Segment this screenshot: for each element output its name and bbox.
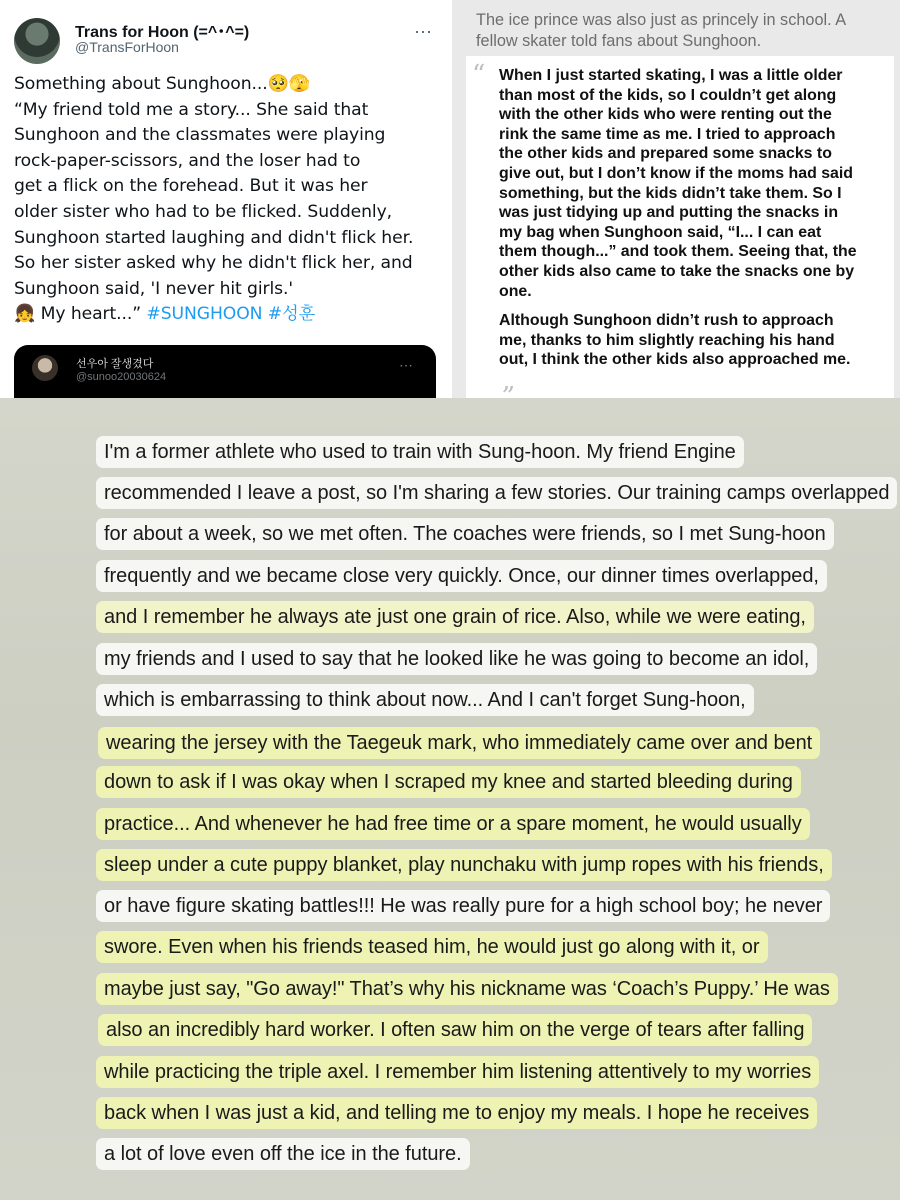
hashtag-link[interactable]: #성훈 (267, 304, 316, 325)
quoted-handle[interactable]: @sunoo20030624 (76, 371, 167, 383)
quote-line: than most of the kids, so I couldn’t get along (499, 86, 837, 104)
post-line: or have figure skating battles!!! He was really pure for a high school boy; he never (96, 890, 830, 922)
quote-line: rink the same time as me. I tried to approach (499, 125, 836, 143)
tweet-line: So her sister asked why he didn't flick her, and (14, 253, 413, 274)
quote-line: my bag when Sunghoon said, “I... I can eat (499, 223, 822, 241)
quote-line: was just tidying up and putting the snacks in (499, 204, 839, 222)
tweet-line: older sister who had to be flicked. Suddenly, (14, 201, 393, 222)
tweet-line: Sunghoon said, 'I never hit girls.' (14, 278, 294, 299)
tweet-last-line (14, 302, 434, 328)
quote-line: me, thanks to him slightly reaching his hand (499, 331, 835, 349)
quote-line: When I just started skating, I was a little older (499, 67, 843, 84)
quoted-tweet[interactable] (14, 345, 436, 398)
tweet-line: Sunghoon started laughing and didn't flick her. (14, 227, 414, 248)
tweet-last-line-text: 👧 My heart...” (14, 304, 142, 325)
article-intro: The ice prince was also just as princely in school. A fellow skater told fans about Sunghoon. (476, 11, 846, 50)
post-line: down to ask if I was okay when I scraped my knee and started bleeding during (96, 766, 801, 798)
post-line: maybe just say, "Go away!" That’s why his nickname was ‘Coach’s Puppy.’ He was (96, 973, 838, 1005)
blockquote (466, 56, 894, 398)
user-handle[interactable]: @TransForHoon (75, 39, 179, 55)
blockquote-text (499, 66, 891, 370)
post-line: practice... And whenever he had free time or a spare moment, he would usually (96, 808, 810, 840)
post-line: also an incredibly hard worker. I often saw him on the verge of tears after falling (98, 1014, 812, 1046)
tweet-line: Something about Sunghoon...🥺🫣 (14, 74, 311, 94)
quote-line: something, but the kids didn’t take them. So I (499, 184, 842, 202)
post-line: back when I was just a kid, and telling me to enjoy my meals. I hope he receives (96, 1097, 817, 1129)
post-line: a lot of love even off the ice in the future. (96, 1138, 470, 1170)
quoted-more-icon[interactable]: ⋯ (399, 357, 413, 373)
quote-line: one. (499, 282, 532, 300)
quoted-avatar[interactable] (32, 355, 58, 381)
post-line: for about a week, so we met often. The coaches were friends, so I met Sung-hoon (96, 518, 834, 550)
tweet-text (14, 72, 434, 328)
article-excerpt (452, 0, 900, 398)
post-line: while practicing the triple axel. I remember him listening attentively to my worries (96, 1056, 819, 1088)
post-line: which is embarrassing to think about now... And I can't forget Sung-hoon, (96, 684, 754, 716)
tweet-line: “My friend told me a story... She said that (14, 99, 369, 120)
tweet-card (0, 0, 452, 398)
translated-post (0, 398, 900, 1200)
post-line: sleep under a cute puppy blanket, play nunchaku with jump ropes with his friends, (96, 849, 832, 881)
quote-line: out, I think the other kids also approached me. (499, 351, 851, 369)
avatar[interactable] (14, 18, 60, 64)
hashtag-link[interactable]: #SUNGHOON (146, 304, 263, 325)
quoted-display-name[interactable]: 선우아 잘생겼다 (76, 358, 154, 370)
open-quote-icon: “ (472, 60, 486, 90)
post-line: I'm a former athlete who used to train with Sung-hoon. My friend Engine (96, 436, 744, 468)
post-line: swore. Even when his friends teased him, he would just go along with it, or (96, 931, 768, 963)
tweet-line: Sunghoon and the classmates were playing (14, 125, 386, 146)
quote-line: with the other kids who were renting out the (499, 106, 832, 124)
quote-line: them though...” and took them. Seeing that, the (499, 243, 857, 261)
tweet-line: get a flick on the forehead. But it was her (14, 176, 368, 197)
more-horizontal-icon[interactable]: ⋯ (414, 22, 433, 42)
post-line: wearing the jersey with the Taegeuk mark, who immediately came over and bent (98, 727, 820, 759)
close-quote-icon: „ (502, 366, 516, 396)
tweet-line: rock-paper-scissors, and the loser had to (14, 150, 361, 171)
post-line: recommended I leave a post, so I'm sharing a few stories. Our training camps overlapped (96, 477, 897, 509)
quote-line: other kids also came to take the snacks one by (499, 262, 855, 280)
quote-line: the other kids and prepared some snacks to (499, 145, 832, 163)
display-name[interactable]: Trans for Hoon (=^･^=) (75, 24, 250, 41)
post-line: my friends and I used to say that he looked like he was going to become an idol, (96, 643, 817, 675)
quote-line: give out, but I don’t know if the moms had said (499, 164, 854, 182)
quote-line: Although Sunghoon didn’t rush to approach (499, 312, 834, 330)
post-line: frequently and we became close very quickly. Once, our dinner times overlapped, (96, 560, 827, 592)
post-line: and I remember he always ate just one grain of rice. Also, while we were eating, (96, 601, 814, 633)
